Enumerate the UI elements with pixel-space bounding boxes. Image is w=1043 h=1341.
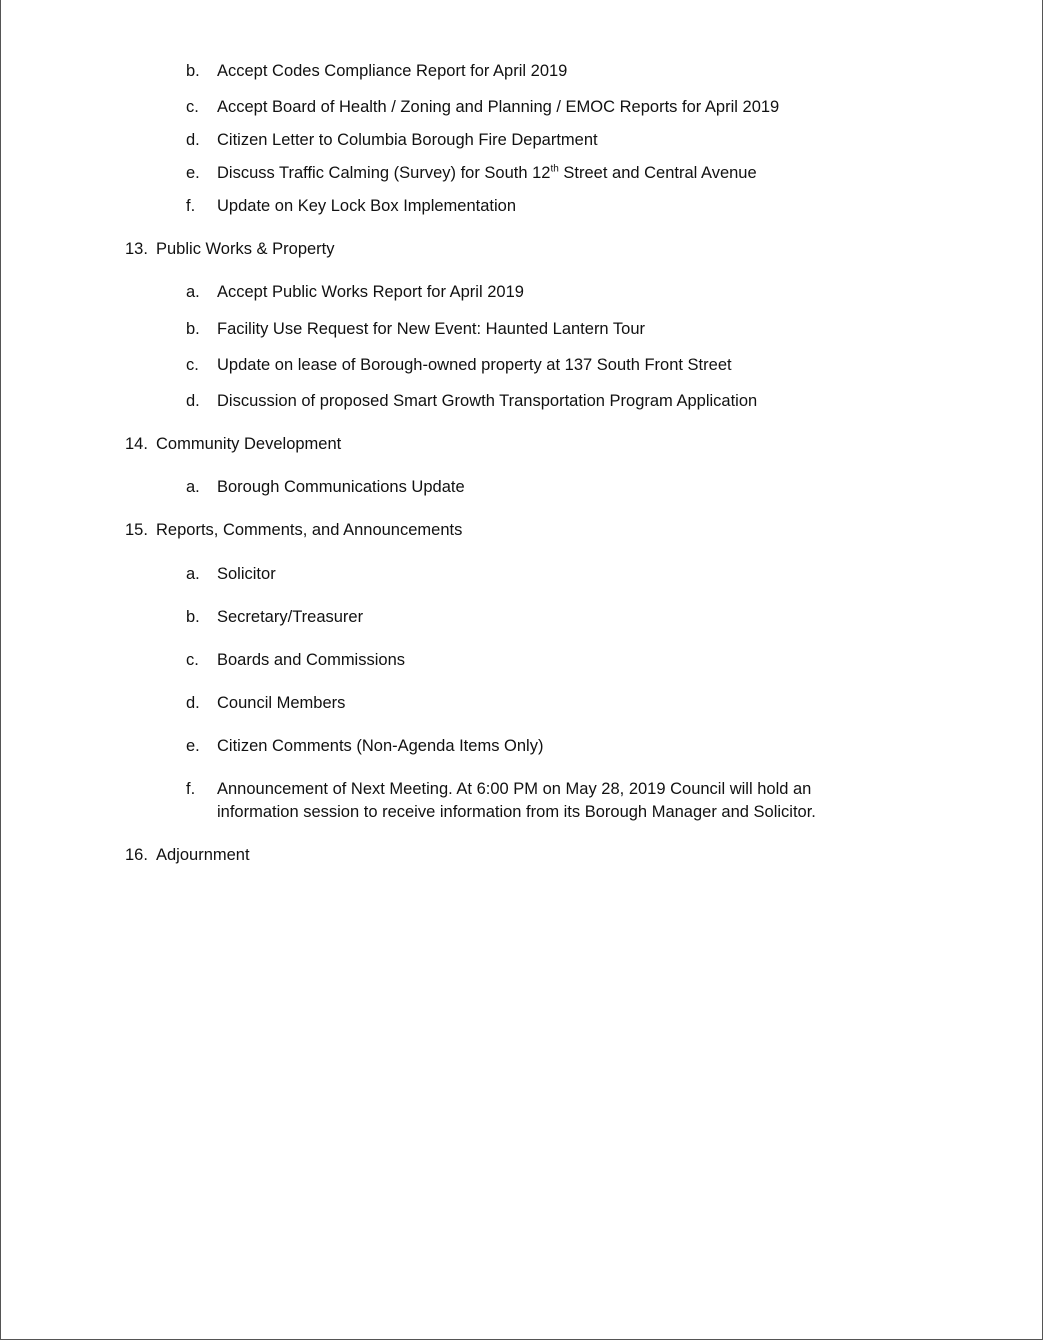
item-letter: e. bbox=[186, 737, 200, 755]
item-letter: d. bbox=[186, 392, 200, 410]
item-text: Accept Codes Compliance Report for April 2019 bbox=[217, 62, 568, 80]
item-text: Update on lease of Borough-owned property at 137 South Front Street bbox=[217, 356, 732, 374]
item-text: Secretary/Treasurer bbox=[217, 608, 364, 626]
item-letter: f. bbox=[186, 780, 196, 798]
item-letter: b. bbox=[186, 608, 200, 626]
item-text: Council Members bbox=[217, 694, 346, 712]
item-text: Update on Key Lock Box Implementation bbox=[217, 197, 517, 215]
item-letter: d. bbox=[186, 131, 200, 149]
item-letter: a. bbox=[186, 283, 200, 301]
item-text bbox=[217, 162, 757, 184]
section-number: 15. bbox=[125, 521, 148, 539]
section-number: 14. bbox=[125, 435, 148, 453]
item-letter: b. bbox=[186, 62, 200, 80]
section-title: Reports, Comments, and Announcements bbox=[156, 521, 463, 539]
item-text: Citizen Comments (Non-Agenda Items Only) bbox=[217, 737, 544, 755]
section-title: Adjournment bbox=[156, 846, 250, 864]
item-text: Borough Communications Update bbox=[217, 478, 465, 496]
section-number: 16. bbox=[125, 846, 148, 864]
ordinal-suffix: th bbox=[550, 163, 559, 175]
item-letter: a. bbox=[186, 478, 200, 496]
item-text: Announcement of Next Meeting. At 6:00 PM on May 28, 2019 Council will hold an information session to receive information from its Borough Manager and Solicitor. bbox=[217, 780, 816, 821]
item-text-pre: Discuss Traffic Calming (Survey) for South 12 bbox=[217, 164, 551, 182]
item-text: Accept Public Works Report for April 2019 bbox=[217, 283, 524, 301]
item-letter: e. bbox=[186, 164, 200, 182]
section-title: Public Works & Property bbox=[156, 240, 335, 258]
item-letter: d. bbox=[186, 694, 200, 712]
item-letter: a. bbox=[186, 565, 200, 583]
item-text: Facility Use Request for New Event: Haunted Lantern Tour bbox=[217, 320, 645, 338]
item-text: Solicitor bbox=[217, 565, 276, 583]
item-letter: b. bbox=[186, 320, 200, 338]
section-number: 13. bbox=[125, 240, 148, 258]
section-title: Community Development bbox=[156, 435, 342, 453]
item-letter: f. bbox=[186, 197, 196, 215]
item-text: Citizen Letter to Columbia Borough Fire Department bbox=[217, 131, 598, 149]
item-text: Boards and Commissions bbox=[217, 651, 405, 669]
item-text-post: Street and Central Avenue bbox=[558, 164, 757, 182]
item-text: Accept Board of Health / Zoning and Planning / EMOC Reports for April 2019 bbox=[217, 98, 780, 116]
item-letter: c. bbox=[186, 356, 199, 374]
item-letter: c. bbox=[186, 651, 199, 669]
item-text: Discussion of proposed Smart Growth Transportation Program Application bbox=[217, 392, 758, 410]
item-letter: c. bbox=[186, 98, 199, 116]
